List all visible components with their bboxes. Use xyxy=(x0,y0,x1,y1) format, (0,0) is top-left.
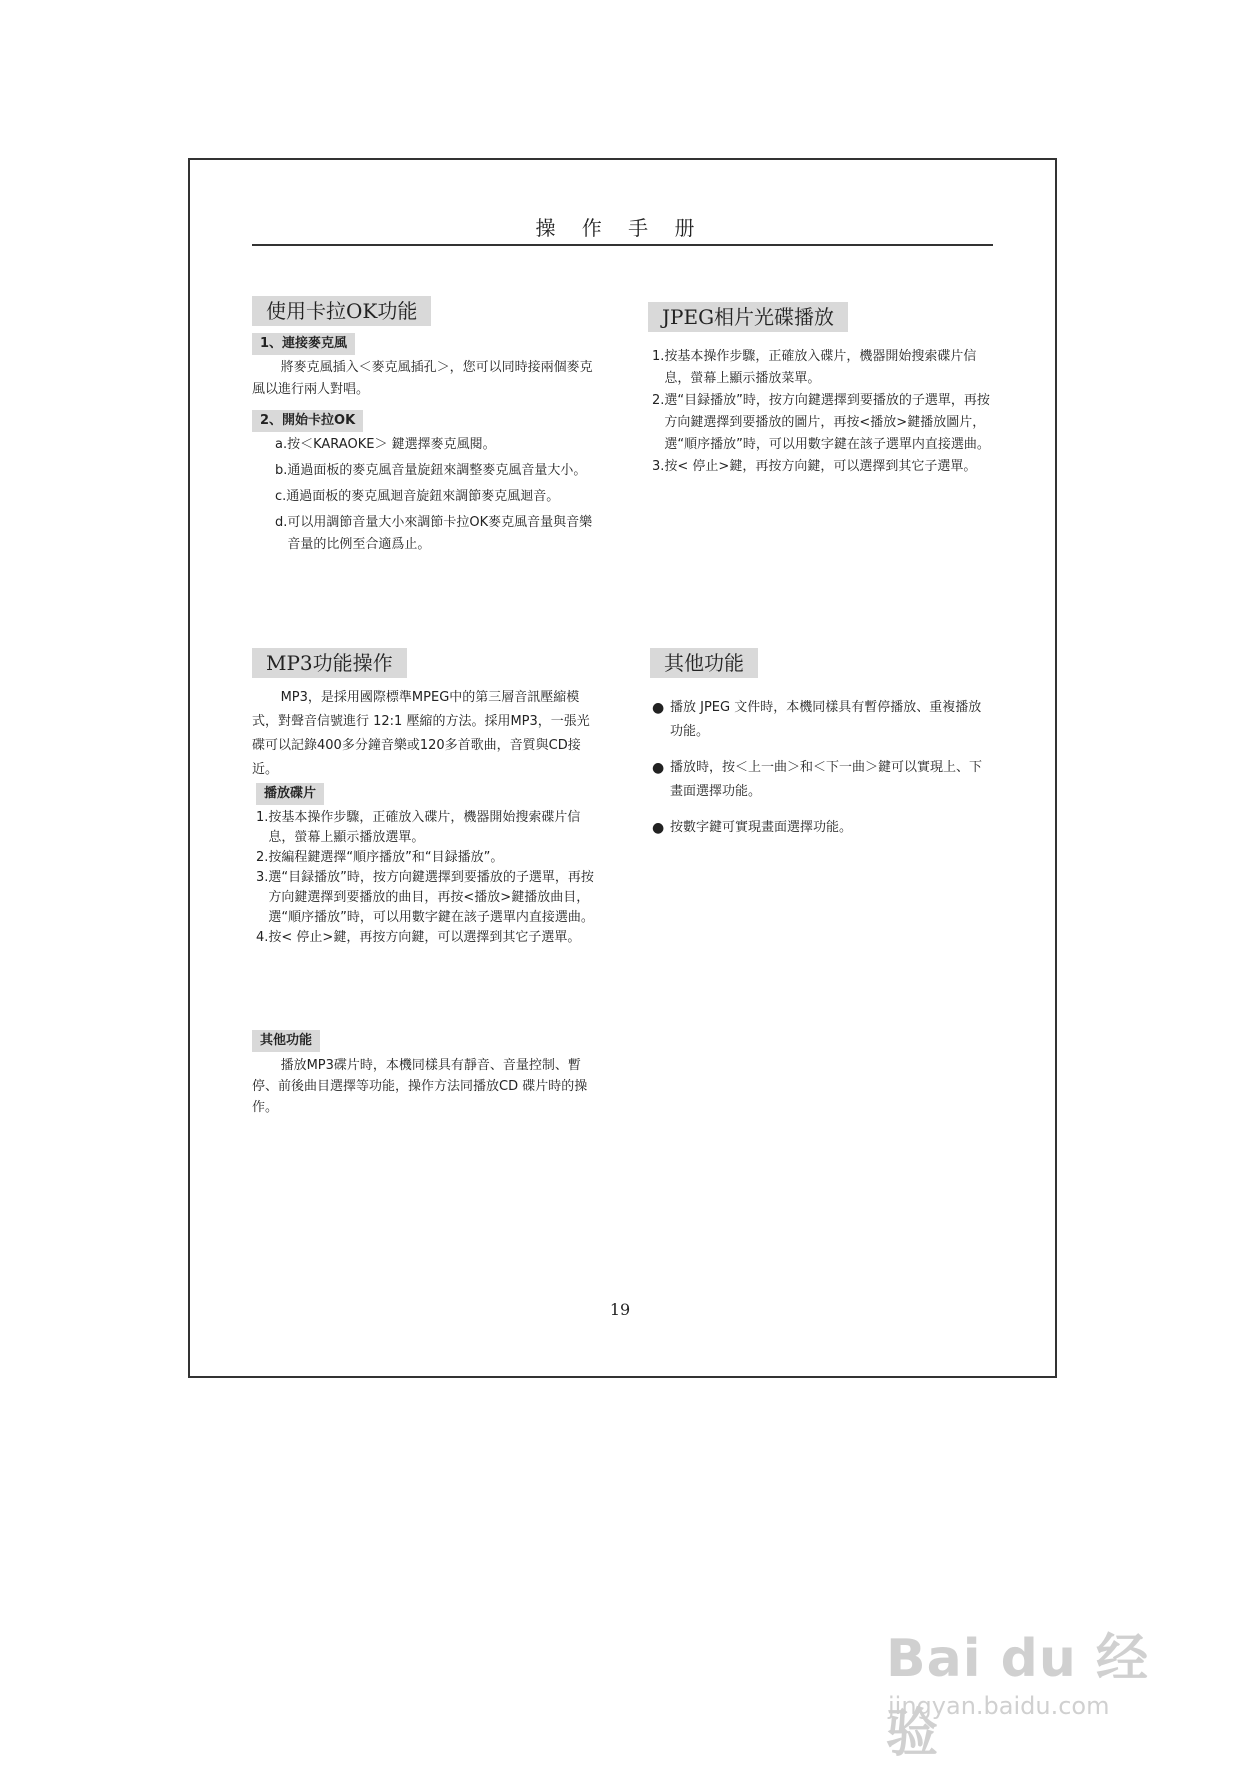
step-number: b. xyxy=(275,463,288,478)
step-number: 4. xyxy=(256,930,269,945)
list-item xyxy=(256,848,596,868)
step-text: 選“目録播放”時，按方向鍵選擇到要播放的子選單，再按方向鍵選擇到要播放的曲目，再按<播放>鍵播放曲目，選“順序播放”時，可以用數字鍵在該子選單内直接選曲。 xyxy=(268,870,594,925)
list-item xyxy=(275,460,597,482)
watermark-url: jingyan.baidu.com xyxy=(888,1692,1110,1720)
karaoke-section-title: 使用卡拉OK功能 xyxy=(252,296,431,326)
bullet-text: 按數字鍵可實現畫面選擇功能。 xyxy=(670,820,853,835)
header-rule xyxy=(252,244,993,246)
bullet-dot-icon: ● xyxy=(652,820,665,836)
page-header-title: 操 作 手 册 xyxy=(535,216,705,240)
step-text: 通過面板的麥克風音量旋鈕來調整麥克風音量大小。 xyxy=(287,463,587,478)
step-text: 按< 停止>鍵，再按方向鍵，可以選擇到其它子選單。 xyxy=(268,930,581,945)
step-number: d. xyxy=(275,515,288,530)
bullet-dot-icon: ● xyxy=(652,700,665,716)
list-item xyxy=(652,456,992,478)
step-number: a. xyxy=(275,437,288,452)
mp3-intro: MP3，是採用國際標準MPEG中的第三層音訊壓縮模式，對聲音信號進行 12:1 壓縮的方法。採用MP3，一張光碟可以記錄400多分鐘音樂或120多首歌曲，音質與CD接近。 xyxy=(252,690,590,777)
mp3-other-heading: 其他功能 xyxy=(252,1030,320,1052)
step-text: 按＜KARAOKE＞ 鍵選擇麥克風閱。 xyxy=(287,437,496,452)
list-item xyxy=(275,486,597,508)
jpeg-steps xyxy=(652,346,992,478)
other-bullets xyxy=(652,696,992,852)
jpeg-section-title: JPEG相片光碟播放 xyxy=(648,302,848,332)
list-item xyxy=(652,816,992,840)
watermark-logo: Bai du 经验 xyxy=(886,1629,1149,1764)
list-item xyxy=(652,346,992,390)
bullet-dot-icon: ● xyxy=(652,760,665,776)
step-text: 選“目録播放”時，按方向鍵選擇到要播放的子選單，再按方向鍵選擇到要播放的圖片，再按<播放>鍵播放圖片，選“順序播放”時，可以用數字鍵在該子選單内直接選曲。 xyxy=(664,393,990,452)
step-number: 3. xyxy=(652,459,665,474)
step-text: 按基本操作步驟，正確放入碟片，機器開始搜索碟片信息，螢幕上顯示播放選單。 xyxy=(268,810,581,845)
mp3-section-title: MP3功能操作 xyxy=(252,648,407,678)
list-item xyxy=(652,390,992,456)
connect-mic-heading: 1、連接麥克風 xyxy=(252,333,355,355)
bullet-text: 播放時，按＜上一曲＞和＜下一曲＞鍵可以實現上、下畫面選擇功能。 xyxy=(670,760,983,799)
list-item xyxy=(652,756,992,804)
list-item xyxy=(275,512,597,556)
step-text: 按編程鍵選擇“順序播放”和“目録播放”。 xyxy=(268,850,504,865)
step-text: 可以用調節音量大小來調節卡拉OK麥克風音量與音樂音量的比例至合適爲止。 xyxy=(287,515,593,552)
baidu-watermark xyxy=(858,1600,1198,1764)
step-number: 2. xyxy=(256,850,269,865)
connect-mic-text: 將麥克風插入＜麥克風插孔＞，您可以同時接兩個麥克風以進行兩人對唱。 xyxy=(252,360,593,397)
step-text: 按< 停止>鍵，再按方向鍵，可以選擇到其它子選單。 xyxy=(664,459,977,474)
step-number: 1. xyxy=(652,349,665,364)
page-number: 19 xyxy=(609,1300,631,1319)
list-item xyxy=(275,434,597,456)
step-number: c. xyxy=(275,489,287,504)
step-number: 2. xyxy=(652,393,665,408)
karaoke-steps xyxy=(275,434,597,560)
list-item xyxy=(652,696,992,744)
start-karaoke-heading: 2、開始卡拉OK xyxy=(252,410,363,432)
bullet-text: 播放 JPEG 文件時，本機同樣具有暫停播放、重複播放 功能。 xyxy=(670,700,982,739)
list-item xyxy=(256,928,596,948)
step-text: 按基本操作步驟，正確放入碟片，機器開始搜索碟片信息，螢幕上顯示播放菜單。 xyxy=(664,349,977,386)
step-text: 通過面板的麥克風迴音旋鈕來調節麥克風迴音。 xyxy=(286,489,560,504)
step-number: 1. xyxy=(256,810,269,825)
step-number: 3. xyxy=(256,870,269,885)
list-item xyxy=(256,808,596,848)
list-item xyxy=(256,868,596,928)
play-disc-heading: 播放碟片 xyxy=(256,783,324,805)
other-section-title: 其他功能 xyxy=(650,648,758,678)
mp3-play-steps xyxy=(256,808,596,948)
mp3-other-text: 播放MP3碟片時，本機同樣具有靜音、音量控制、暫停、前後曲目選擇等功能，操作方法同播放CD 碟片時的操作。 xyxy=(252,1058,588,1115)
